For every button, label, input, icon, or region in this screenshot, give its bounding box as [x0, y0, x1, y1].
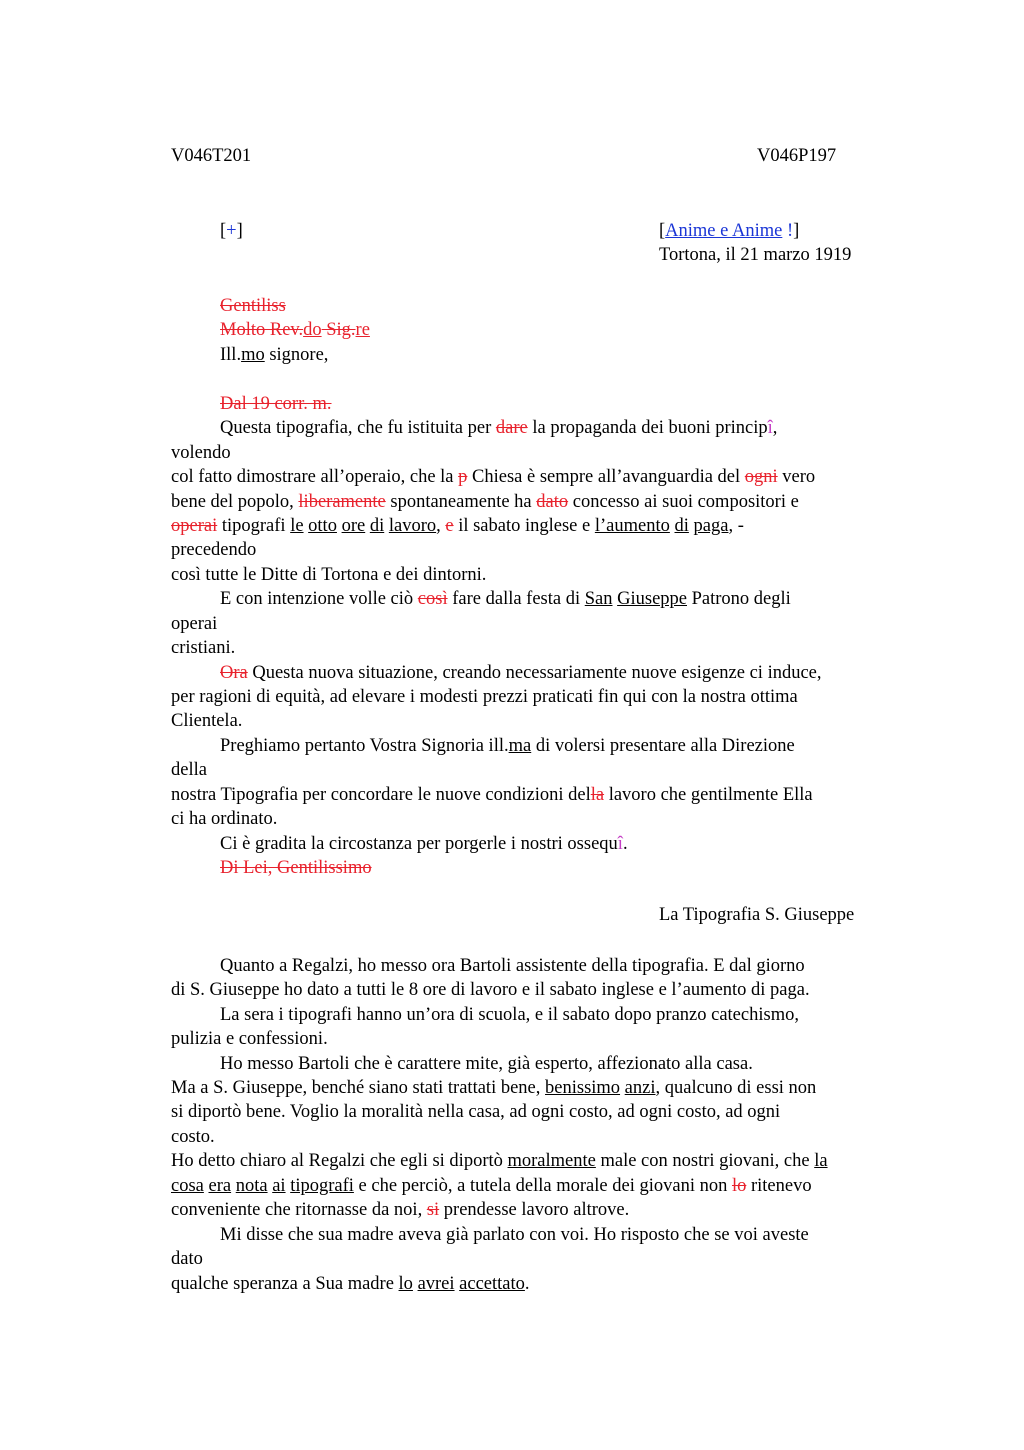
letter-line: per ragioni di equità, ad elevare i modesti prezzi praticati fin qui con la nostra ottima: [171, 687, 798, 707]
letter-line: così tutte le Ditte di Tortona e dei dintorni.: [171, 565, 487, 585]
letter-line: Ora Questa nuova situazione, creando necessariamente nuove esigenze ci induce,: [220, 663, 822, 683]
letter-line: bene del popolo, liberamente spontaneamente ha dato concesso ai suoi compositori e: [171, 492, 799, 512]
letter-line: Ci è gradita la circostanza per porgerle i nostri ossequî.: [220, 834, 628, 854]
note-line: di S. Giuseppe ho dato a tutti le 8 ore di lavoro e il sabato inglese e l’aumento di paga.: [171, 980, 810, 1000]
anime-link[interactable]: Anime e Anime: [665, 221, 783, 241]
document-code-left: V046T201: [171, 146, 252, 166]
document-code-right: V046P197: [757, 146, 837, 166]
letter-line: cristiani.: [171, 638, 236, 658]
note-line: cosa era nota ai tipografi e che perciò, a tutela della morale dei giovani non lo ritenevo: [171, 1176, 812, 1196]
place-date: Tortona, il 21 marzo 1919: [659, 245, 852, 265]
deleted-salutation-1: Gentiliss: [220, 296, 286, 316]
note-line: Quanto a Regalzi, ho messo ora Bartoli assistente della tipografia. E dal giorno: [220, 956, 805, 976]
note-line: dato: [171, 1249, 203, 1269]
note-line: Mi disse che sua madre aveva già parlato con voi. Ho risposto che se voi aveste: [220, 1225, 809, 1245]
note-line: qualche speranza a Sua madre lo avrei accettato.: [171, 1274, 530, 1294]
signature: La Tipografia S. Giuseppe: [659, 905, 855, 925]
deleted-salutation-2: Molto Rev.do Sig.re: [220, 320, 370, 340]
note-line: si diportò bene. Voglio la moralità nella casa, ad ogni costo, ad ogni costo, ad ogni: [171, 1102, 781, 1122]
letter-line: Questa tipografia, che fu istituita per dare la propaganda dei buoni principî,: [220, 418, 778, 438]
note-line: pulizia e confessioni.: [171, 1029, 328, 1049]
letter-line: col fatto dimostrare all’operaio, che la p Chiesa è sempre all’avanguardia del ogni vero: [171, 467, 816, 487]
note-line: conveniente che ritornasse da noi, si prendesse lavoro altrove.: [171, 1200, 630, 1220]
letter-line: Preghiamo pertanto Vostra Signoria ill.ma di volersi presentare alla Direzione: [220, 736, 795, 756]
salutation: Ill.mo signore,: [220, 345, 329, 365]
deleted-line: Di Lei, Gentilissimo: [220, 858, 372, 878]
cross-link[interactable]: +: [226, 221, 237, 241]
deleted-line: Dal 19 corr. m.: [220, 394, 332, 414]
letter-line: della: [171, 760, 207, 780]
letter-line: precedendo: [171, 540, 257, 560]
reference-title: [Anime e Anime !]: [659, 221, 800, 241]
note-line: costo.: [171, 1127, 215, 1147]
note-line: Ho detto chiaro al Regalzi che egli si diportò moralmente male con nostri giovani, che la: [171, 1151, 828, 1171]
letter-line: Clientela.: [171, 711, 243, 731]
cross-mark: [+]: [220, 221, 243, 241]
note-line: Ma a S. Giuseppe, benché siano stati trattati bene, benissimo anzi, qualcuno di essi non: [171, 1078, 817, 1098]
note-line: Ho messo Bartoli che è carattere mite, già esperto, affezionato alla casa.: [220, 1054, 753, 1074]
note-line: La sera i tipografi hanno un’ora di scuola, e il sabato dopo pranzo catechismo,: [220, 1005, 799, 1025]
letter-line: ci ha ordinato.: [171, 809, 278, 829]
letter-line: operai tipografi le otto ore di lavoro, e il sabato inglese e l’aumento di paga, -: [171, 516, 744, 536]
letter-line: volendo: [171, 443, 231, 463]
letter-line: E con intenzione volle ciò così fare dalla festa di San Giuseppe Patrono degli: [220, 589, 791, 609]
note-mark-link[interactable]: !: [786, 221, 794, 241]
letter-line: operai: [171, 614, 218, 634]
letter-line: nostra Tipografia per concordare le nuove condizioni della lavoro che gentilmente Ella: [171, 785, 813, 805]
